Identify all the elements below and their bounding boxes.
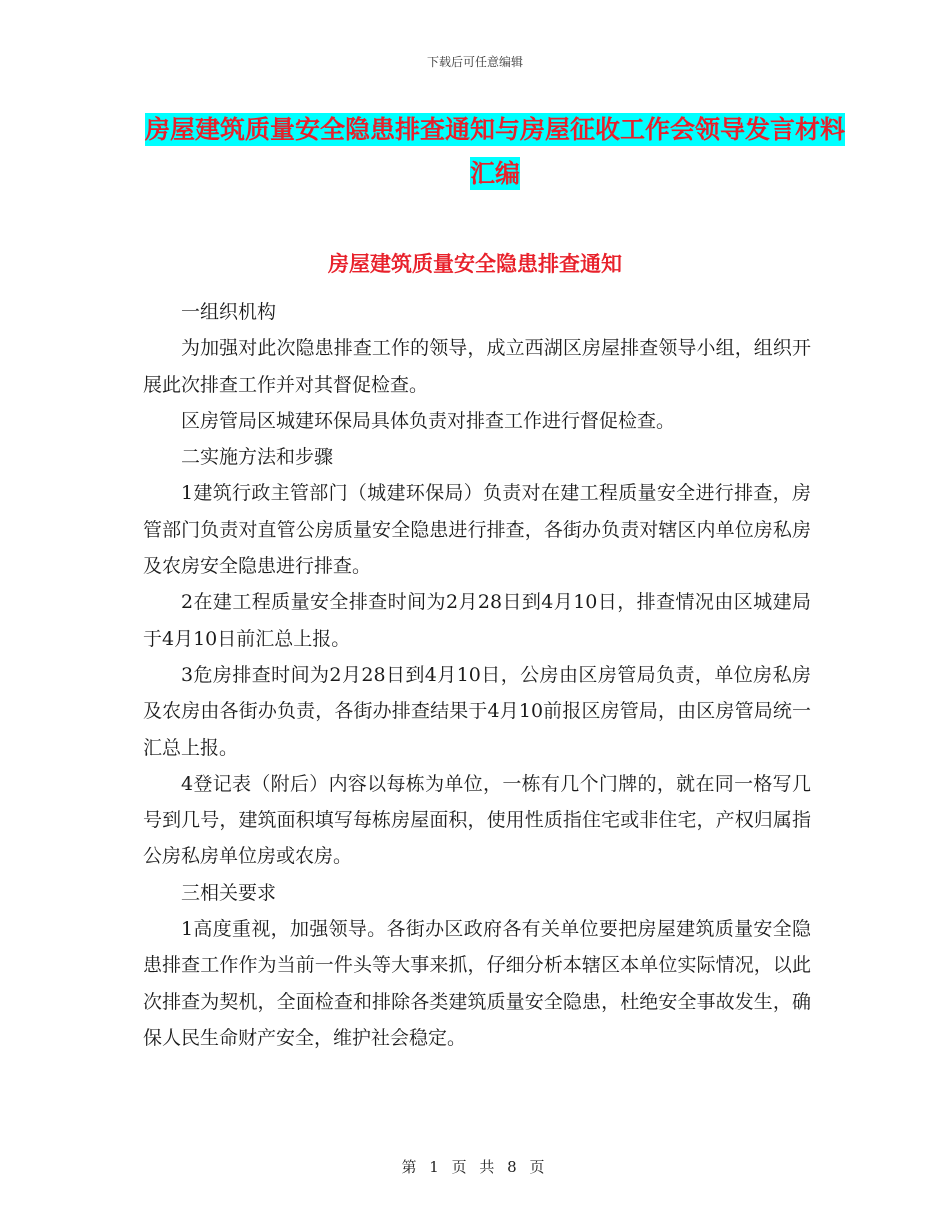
paragraph-6: 2在建工程质量安全排查时间为2月28日到4月10日，排查情况由区城建局于4月10日前汇总上报。 (143, 591, 811, 650)
document-body (143, 294, 811, 1056)
paragraph-3: 区房管局区城建环保局具体负责对排查工作进行督促检查。 (181, 409, 676, 432)
paragraph-7: 3危房排查时间为2月28日到4月10日，公房由区房管局负责，单位房私房及农房由各街办负责，各街办排查结果于4月10前报区房管局，由区房管局统一汇总上报。 (143, 663, 811, 759)
section-title: 房屋建筑质量安全隐患排查通知 (328, 251, 622, 276)
paragraph-5: 1建筑行政主管部门（城建环保局）负责对在建工程质量安全进行排查，房管部门负责对直管公房质量安全隐患进行排查，各街办负责对辖区内单位房私房及农房安全隐患进行排查。 (143, 482, 811, 578)
document-main-title (145, 108, 845, 196)
paragraph-2: 为加强对此次隐患排查工作的领导，成立西湖区房屋排查领导小组，组织开展此次排查工作并对其督促检查。 (143, 337, 811, 396)
paragraph-9: 三相关要求 (181, 881, 277, 904)
paragraph-10: 1高度重视，加强领导。各街办区政府各有关单位要把房屋建筑质量安全隐患排查工作作为当前一件头等大事来抓，仔细分析本辖区本单位实际情况，以此次排查为契机，全面检查和排除各类建筑质量安全隐患，杜绝安全事故发生，确保人民生命财产安全，维护社会稳定。 (143, 918, 811, 1049)
page-header-note: 下载后可任意编辑 (426, 55, 523, 69)
page-footer-number: 第 1 页 共 8 页 (401, 1158, 549, 1176)
paragraph-8: 4登记表（附后）内容以每栋为单位，一栋有几个门牌的，就在同一格写几号到几号，建筑面积填写每栋房屋面积，使用性质指住宅或非住宅，产权归属指公房私房单位房或农房。 (143, 772, 811, 868)
paragraph-1: 一组织机构 (181, 301, 277, 323)
main-title-highlight: 房屋建筑质量安全隐患排查通知与房屋征收工作会领导发言材料汇编 (145, 115, 846, 188)
paragraph-4: 二实施方法和步骤 (181, 446, 334, 469)
